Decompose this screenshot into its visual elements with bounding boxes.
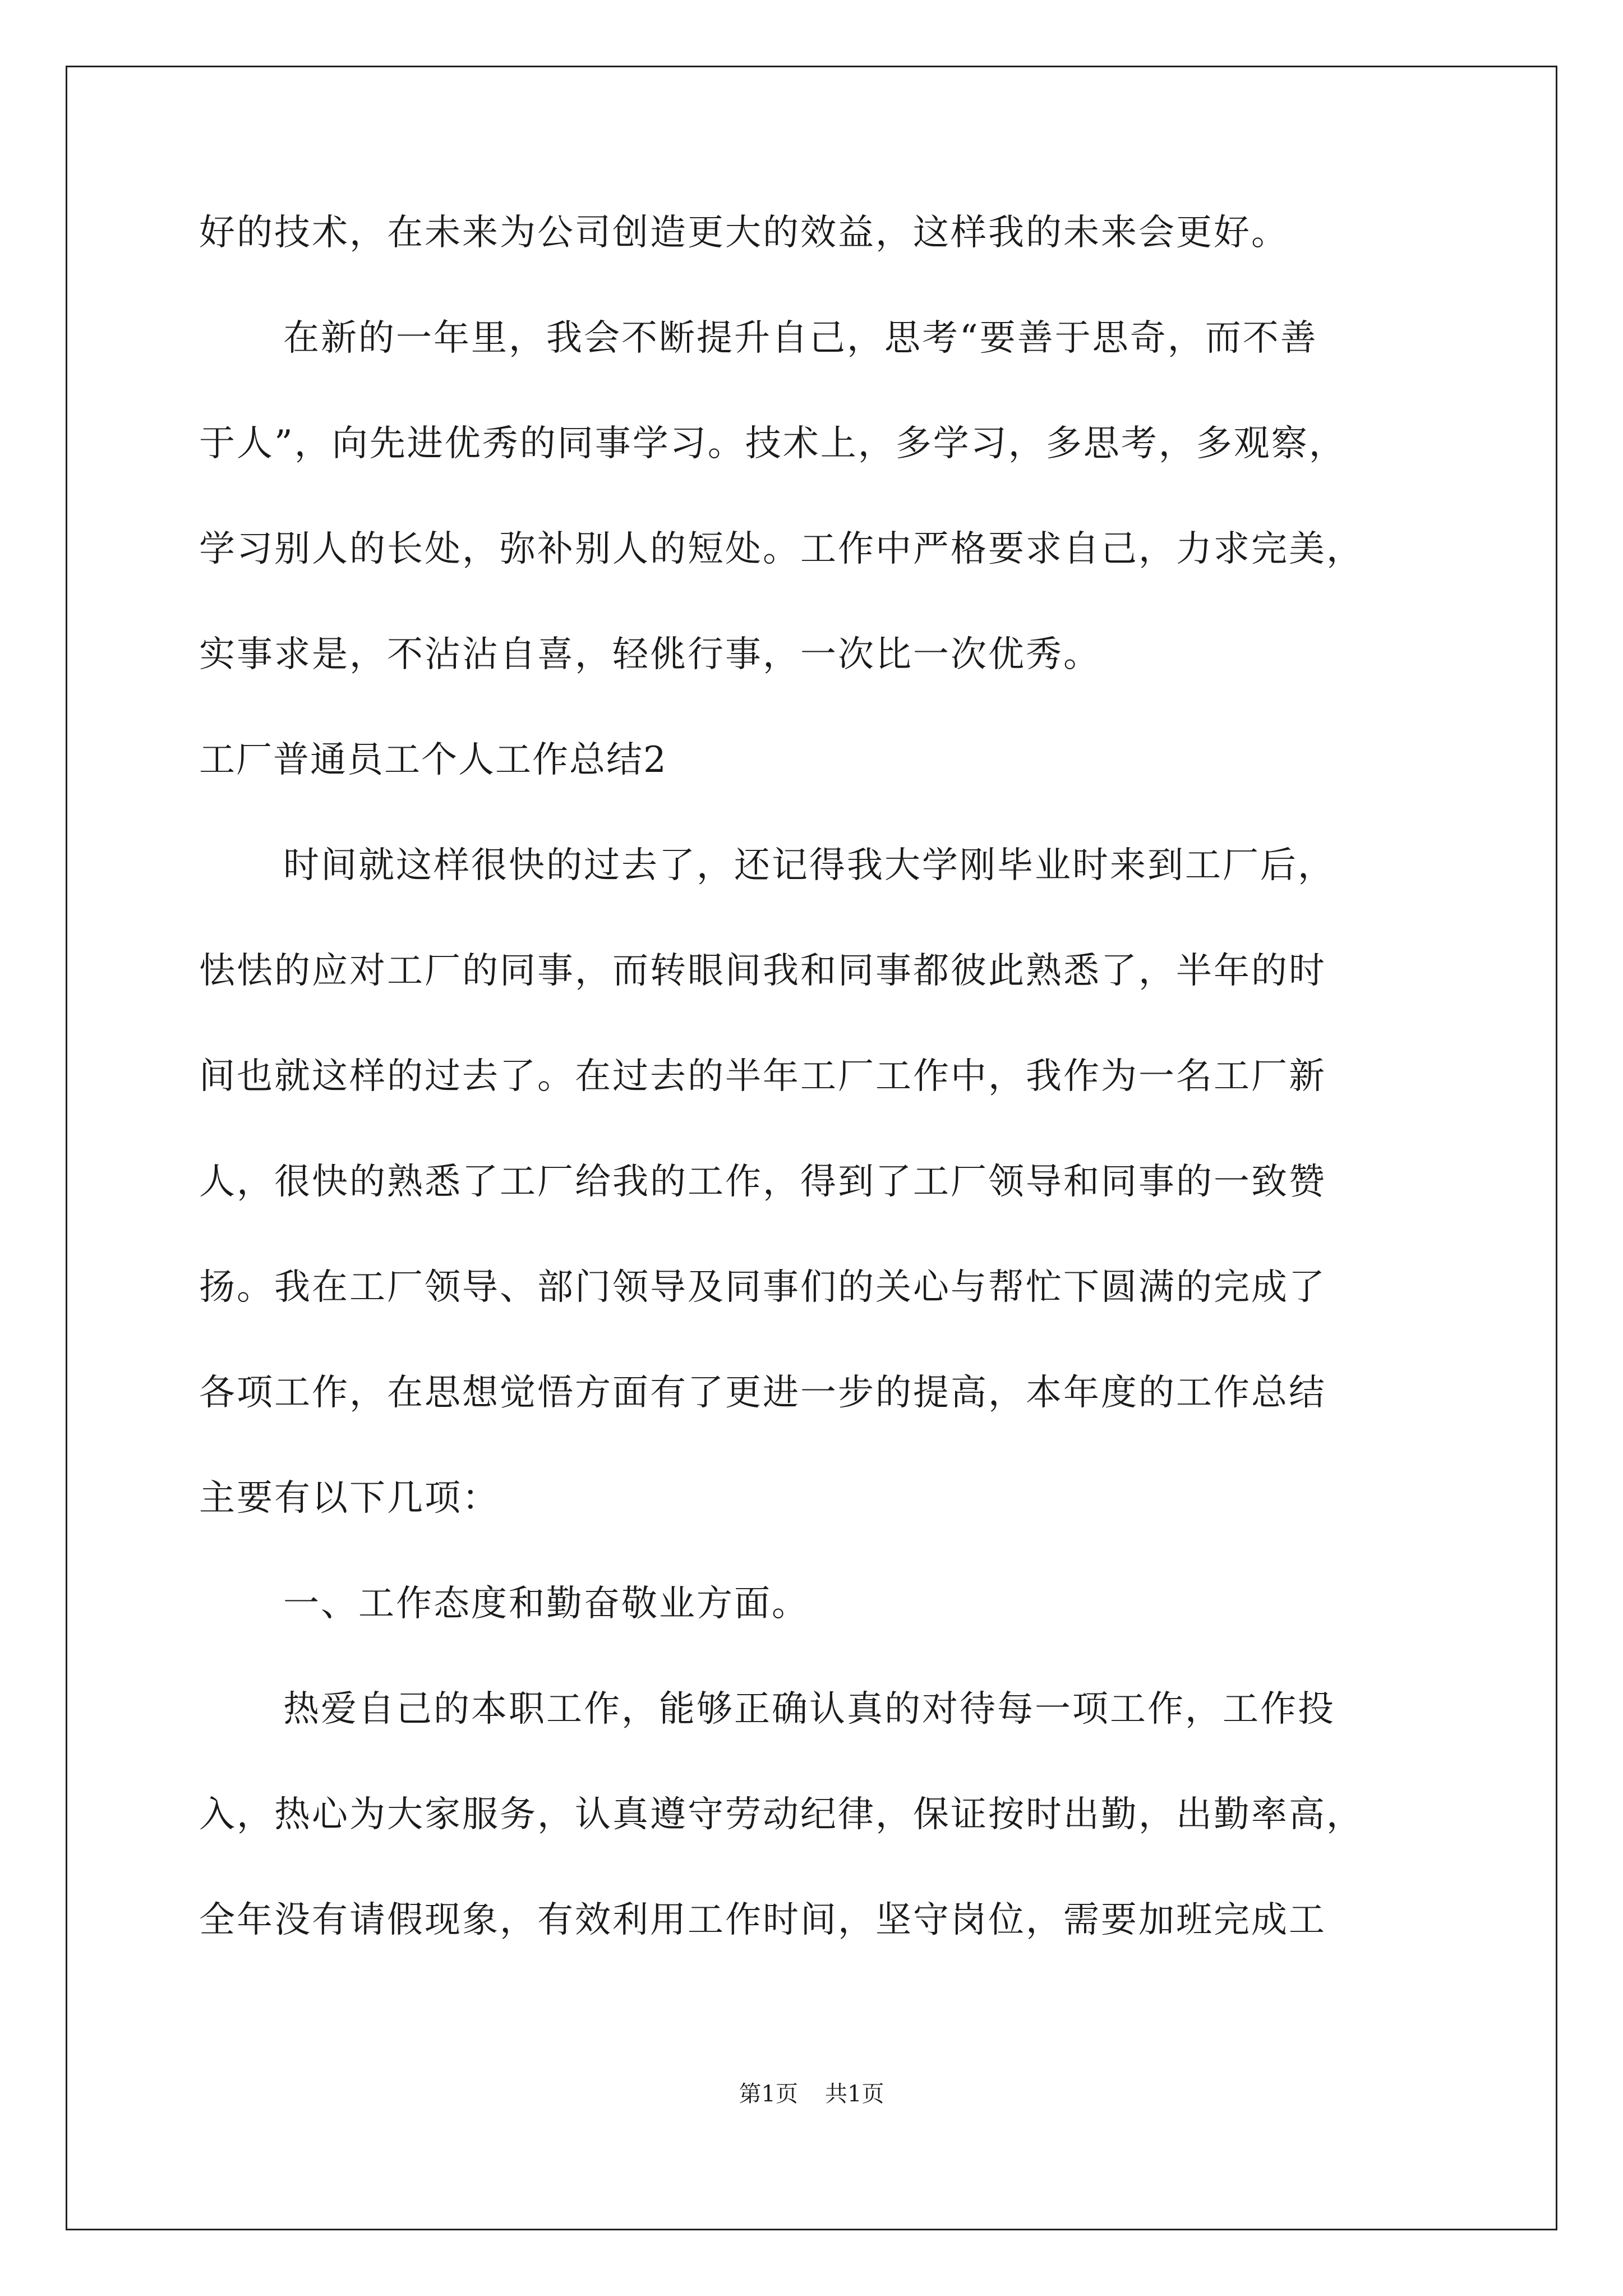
body-line-12: 各项工作，在思想觉悟方面有了更进一步的提高，本年度的工作总结 xyxy=(199,1372,1326,1414)
page-footer xyxy=(0,2080,1623,2108)
body-line-17: 全年没有请假现象，有效利用工作时间，坚守岗位，需要加班完成工 xyxy=(199,1899,1326,1941)
page-number-total: 共1页 xyxy=(825,2081,884,2107)
body-line-5: 实事求是，不沾沾自喜，轻佻行事，一次比一次优秀。 xyxy=(199,634,1101,675)
body-line-11: 扬。我在工厂领导、部门领导及同事们的关心与帮忙下圆满的完成了 xyxy=(199,1267,1326,1308)
subsection-heading: 一、工作态度和勤奋敬业方面。 xyxy=(283,1583,809,1625)
body-line-10: 人，很快的熟悉了工厂给我的工作，得到了工厂领导和同事的一致赞 xyxy=(199,1161,1326,1203)
body-line-2: 在新的一年里，我会不断提升自己，思考“要善于思奇，而不善 xyxy=(283,318,1318,359)
body-line-13: 主要有以下几项： xyxy=(199,1478,500,1519)
body-line-16: 入，热心为大家服务，认真遵守劳动纪律，保证按时出勤，出勤率高， xyxy=(199,1794,1364,1835)
body-line-7: 时间就这样很快的过去了，还记得我大学刚毕业时来到工厂后， xyxy=(283,845,1335,886)
body-line-15: 热爱自己的本职工作，能够正确认真的对待每一项工作，工作投 xyxy=(283,1688,1335,1730)
document-body xyxy=(199,210,1433,1943)
section-heading: 工厂普通员工个人工作总结2 xyxy=(199,739,667,781)
body-line-9: 间也就这样的过去了。在过去的半年工厂工作中，我作为一名工厂新 xyxy=(199,1056,1326,1097)
body-line-3: 于人”，向先进优秀的同事学习。技术上，多学习，多思考，多观察， xyxy=(199,423,1347,464)
page-number-current: 第1页 xyxy=(739,2081,798,2107)
body-line-8: 怯怯的应对工厂的同事，而转眼间我和同事都彼此熟悉了，半年的时 xyxy=(199,950,1326,992)
body-line-1: 好的技术，在未来为公司创造更大的效益，这样我的未来会更好。 xyxy=(199,212,1289,254)
body-line-4: 学习别人的长处，弥补别人的短处。工作中严格要求自己，力求完美， xyxy=(199,528,1364,570)
